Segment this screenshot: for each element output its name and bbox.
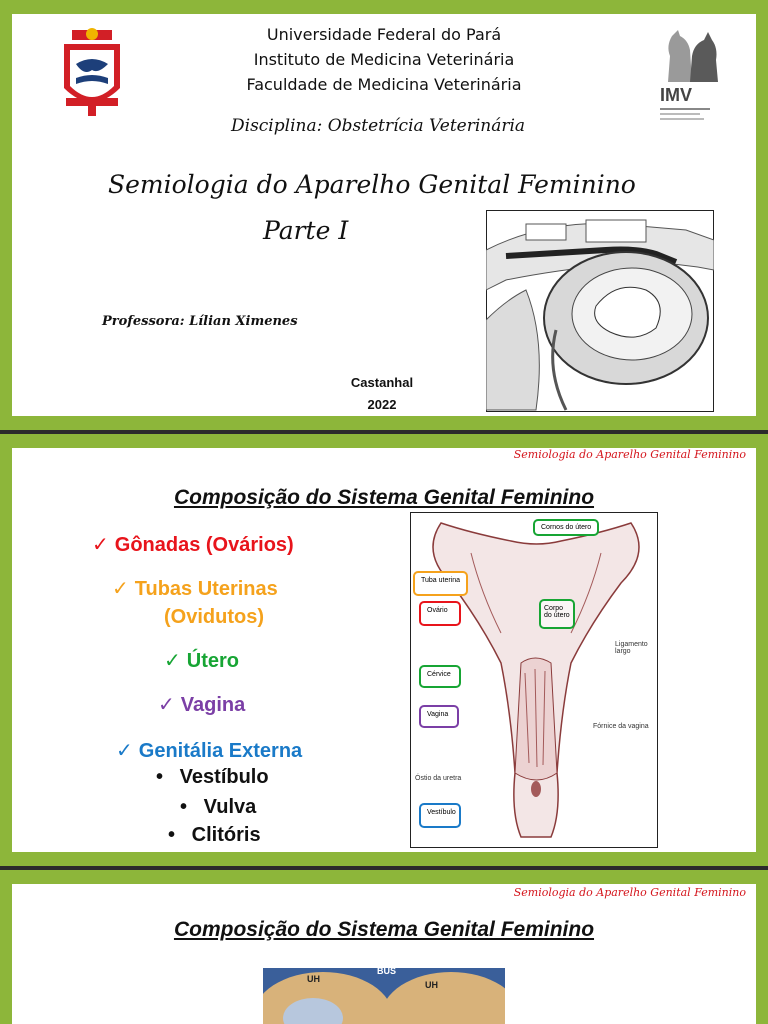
- sub-item-vestibulo: • Vestíbulo: [156, 766, 269, 788]
- city: Castanhal: [350, 375, 414, 390]
- photo-label-bus: BUS: [377, 968, 397, 976]
- header-tag: Semiologia do Aparelho Genital Feminino: [513, 448, 746, 461]
- tissue-photo: [263, 968, 505, 1024]
- label-cervice: Cérvice: [419, 665, 461, 688]
- label-cornos: Cornos do útero: [533, 519, 599, 536]
- imv-logo-text: IMV: [660, 85, 693, 105]
- item-utero: ✓ Útero: [164, 650, 239, 672]
- sub-item-vulva: • Vulva: [180, 796, 257, 818]
- label-ostio: Óstio da uretra: [415, 775, 462, 782]
- header-tag: Semiologia do Aparelho Genital Feminino: [513, 886, 746, 899]
- label-ovario: Ovário: [419, 601, 461, 626]
- imv-logo: [660, 26, 726, 118]
- check-icon: ✓: [164, 650, 181, 672]
- label-fornice: Fórnice da vagina: [593, 723, 649, 730]
- slide-composition-2-content: [12, 884, 756, 1024]
- item-tubas-sub: (Ovidutos): [164, 606, 264, 628]
- label-tuba: Tuba uterina: [413, 571, 468, 596]
- slide-title-content: [12, 14, 756, 416]
- faculty-name: Faculdade de Medicina Veterinária: [246, 75, 522, 94]
- label-corpo: Corpo do útero: [539, 599, 575, 629]
- pregnant-uterus-illustration: [486, 210, 714, 412]
- discipline: Disciplina: Obstetrícia Veterinária: [231, 116, 526, 136]
- slide-heading: Composição do Sistema Genital Feminino: [173, 486, 595, 509]
- check-icon: ✓: [112, 578, 129, 600]
- label-vagina: Vagina: [419, 705, 459, 728]
- sub-item-clitoris: • Clitóris: [168, 824, 261, 846]
- label-ligamento: Ligamento largo: [615, 641, 648, 655]
- item-gonadas: ✓ Gônadas (Ovários): [92, 534, 294, 556]
- photo-label-uh-left: UH: [307, 974, 320, 984]
- slide-composition-2: [0, 870, 768, 1024]
- slide-composition: [0, 434, 768, 866]
- label-vestibulo: Vestíbulo: [419, 803, 461, 828]
- check-icon: ✓: [92, 534, 109, 556]
- slide-heading: Composição do Sistema Genital Feminino: [173, 918, 595, 941]
- place-date: [344, 372, 420, 416]
- institute-name: Instituto de Medicina Veterinária: [253, 50, 515, 69]
- check-icon: ✓: [116, 740, 133, 762]
- year: 2022: [367, 397, 397, 412]
- photo-label-uh-right: UH: [425, 980, 438, 990]
- check-icon: ✓: [158, 694, 175, 716]
- university-name: Universidade Federal do Pará: [266, 25, 502, 44]
- animal-silhouettes-icon: [660, 26, 726, 84]
- item-vagina: ✓ Vagina: [158, 694, 246, 716]
- item-tubas: ✓ Tubas Uterinas: [112, 578, 278, 600]
- slide-part: Parte I: [263, 216, 349, 245]
- professor-name: Professora: Lílian Ximenes: [102, 314, 298, 329]
- reproductive-tract-diagram: [410, 512, 658, 848]
- slide-title: Semiologia do Aparelho Genital Feminino: [108, 170, 636, 199]
- item-genitalia: ✓ Genitália Externa: [116, 740, 303, 762]
- slide-composition-content: [12, 448, 756, 852]
- slide-title: [0, 0, 768, 430]
